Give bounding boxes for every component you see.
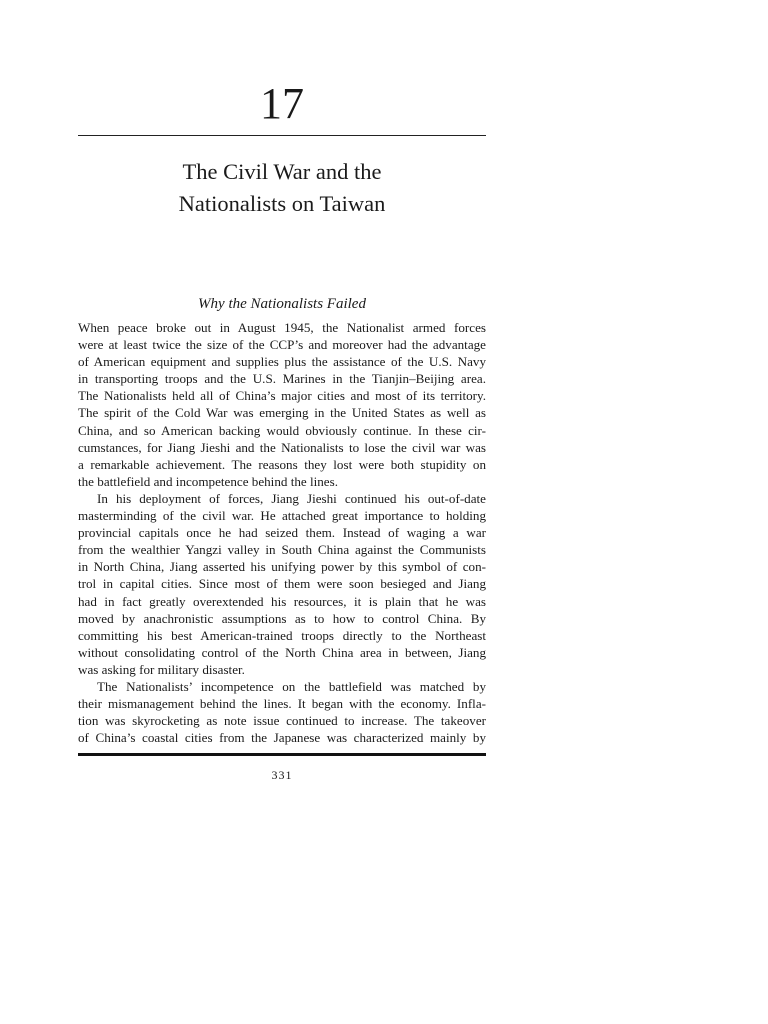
text-line: was asking for military disaster. bbox=[78, 661, 245, 677]
text-line: China, and so American backing would obviously continue. In these cir- bbox=[78, 422, 486, 438]
text-line: The Nationalists’ incompetence on the battlefield was matched by bbox=[97, 678, 486, 694]
text-line: When peace broke out in August 1945, the Nationalist armed forces bbox=[78, 320, 486, 335]
text-line: trol in capital cities. Since most of them were soon besieged and Jiang bbox=[78, 576, 486, 592]
text-line: committing his best American-trained troops directly to the Northeast bbox=[78, 627, 486, 643]
section-heading: Why the Nationalists Failed bbox=[198, 296, 366, 312]
text-line: cumstances, for Jiang Jieshi and the Nationalists to lose the civil war was bbox=[78, 439, 486, 455]
chapter-title-line: The Civil War and the bbox=[182, 159, 382, 184]
text-line: were at least twice the size of the CCP’s and moreover had the advantage bbox=[78, 337, 486, 353]
page-number: 331 bbox=[271, 768, 293, 782]
bottom-rule bbox=[78, 753, 486, 756]
chapter-number: 17 bbox=[260, 79, 304, 128]
text-line: provincial capitals once he had seized them. Instead of waging a war bbox=[78, 525, 486, 541]
text-line: moved by anachronistic assumptions as to how to control China. By bbox=[78, 610, 486, 626]
text-line: their mismanagement behind the lines. It began with the economy. Infla- bbox=[78, 696, 486, 712]
text-line: in North China, Jiang asserted his unifying power by this symbol of con- bbox=[78, 559, 486, 575]
text-line: of American equipment and supplies plus the assistance of the U.S. Navy bbox=[78, 354, 486, 370]
text-line: The spirit of the Cold War was emerging in the United States as well as bbox=[78, 405, 486, 421]
text-line: In his deployment of forces, Jiang Jieshi continued his out-of-date bbox=[97, 490, 486, 506]
body-text bbox=[78, 319, 486, 746]
chapter-title-line: Nationalists on Taiwan bbox=[178, 191, 386, 216]
text-line: of China’s coastal cities from the Japanese was characterized mainly by bbox=[78, 730, 486, 746]
text-line: a remarkable achievement. The reasons they lost were both stupidity on bbox=[78, 456, 486, 472]
chapter-title bbox=[78, 156, 486, 220]
text-line: the battlefield and incompetence behind the lines. bbox=[78, 473, 338, 489]
text-line: in transporting troops and the U.S. Marines in the Tianjin–Beijing area. bbox=[78, 371, 486, 387]
top-rule bbox=[78, 135, 486, 136]
text-line: without consolidating control of the North China area in between, Jiang bbox=[78, 644, 486, 660]
text-line: had in fact greatly overextended his resources, it is plain that he was bbox=[78, 593, 486, 609]
text-line: from the wealthier Yangzi valley in South China against the Communists bbox=[78, 542, 486, 558]
text-line: tion was skyrocketing as note issue continued to increase. The takeover bbox=[78, 713, 486, 729]
text-line: The Nationalists held all of China’s major cities and most of its territory. bbox=[78, 388, 486, 404]
text-line: masterminding of the civil war. He attached great importance to holding bbox=[78, 508, 486, 524]
